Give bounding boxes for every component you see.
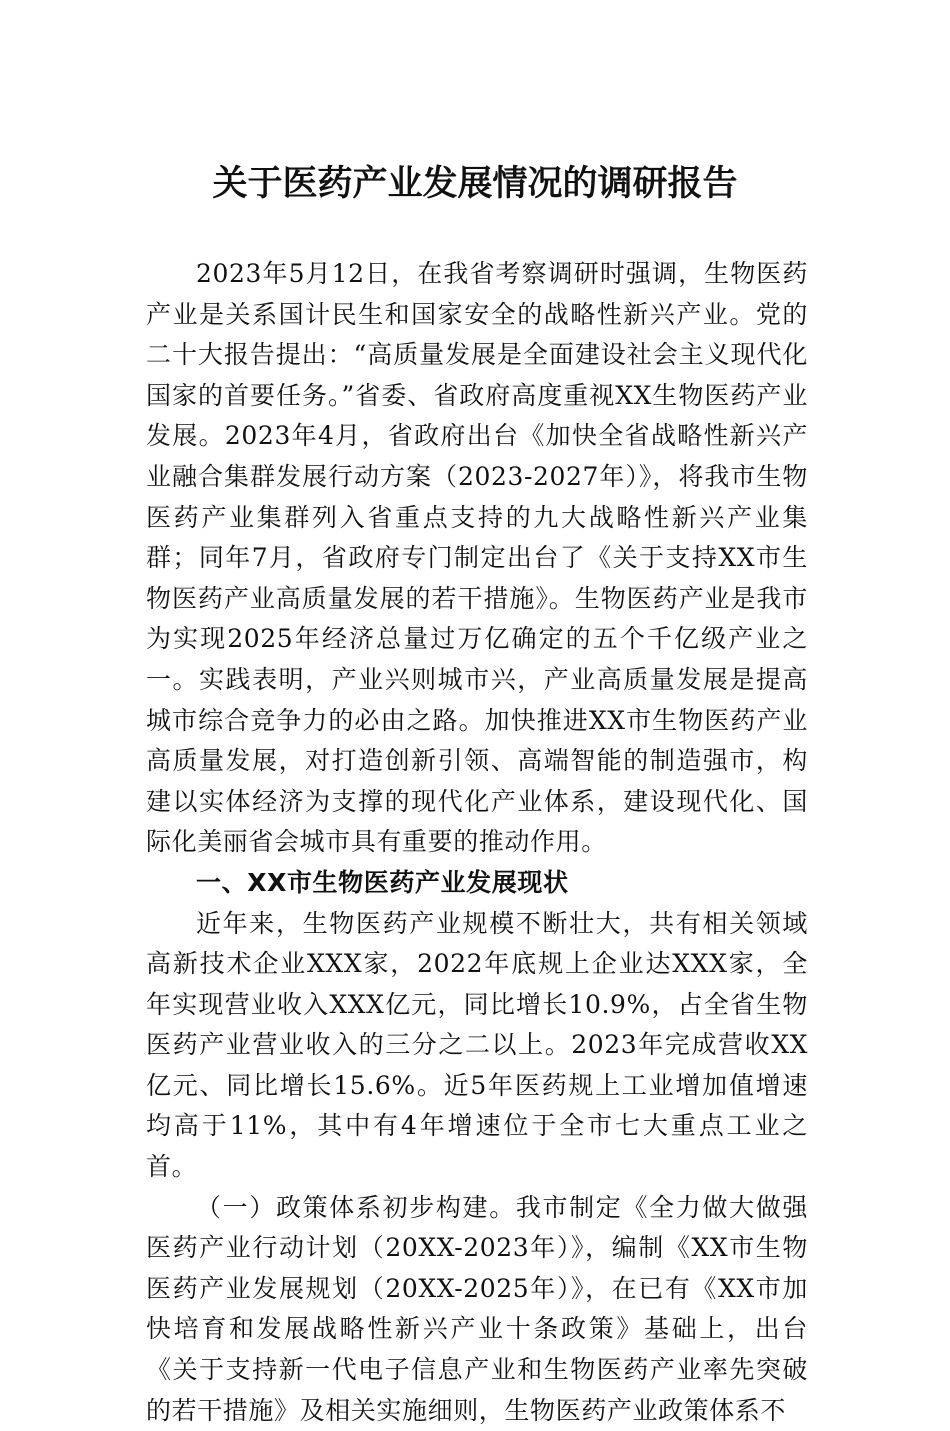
document-title: 关于医药产业发展情况的调研报告 — [212, 163, 738, 204]
document-body — [146, 254, 808, 1431]
policy-paragraph: （一）政策体系初步构建。我市制定《全力做大做强医药产业行动计划（20XX-2023年）》，编制《XX市生物医药产业发展规划（20XX-2025年）》，在已有《XX市加快培育和发展战略性新兴产业十条政策》基础上，出台《关于支持新一代电子信息产业和生物医药产业率先突破的若干措施》及相关实施细则，生物医药产业政策体系不 — [146, 1192, 808, 1425]
intro-paragraph: 2023年5月12日，在我省考察调研时强调，生物医药产业是关系国计民生和国家安全的战略性新兴产业。党的二十大报告提出：“高质量发展是全面建设社会主义现代化国家的首要任务。”省委、省政府高度重视XX生物医药产业发展。2023年4月，省政府出台《加快全省战略性新兴产业融合集群发展行动方案（2023-2027年）》，将我市生物医药产业集群列入省重点支持的九大战略性新兴产业集群；同年7月，省政府专门制定出台了《关于支持XX市生物医药产业高质量发展的若干措施》。生物医药产业是我市为实现2025年经济总量过万亿确定的五个千亿级产业之一。实践表明，产业兴则城市兴，产业高质量发展是提高城市综合竞争力的必由之路。加快推进XX市生物医药产业高质量发展，对打造创新引领、高端智能的制造强市，构建以实体经济为支撑的现代化产业体系，建设现代化、国际化美丽省会城市具有重要的推动作用。 — [146, 259, 808, 857]
section-heading: 一、XX市生物医药产业发展现状 — [196, 867, 569, 897]
status-paragraph: 近年来，生物医药产业规模不断壮大，共有相关领域高新技术企业XXX家，2022年底规上企业达XXX家，全年实现营业收入XXX亿元，同比增长10.9%，占全省生物医药产业营业收入的三分之二以上。2023年完成营收XX亿元、同比增长15.6%。近5年医药规上工业增加值增速均高于11%，其中有4年增速位于全市七大重点工业之首。 — [146, 908, 808, 1182]
